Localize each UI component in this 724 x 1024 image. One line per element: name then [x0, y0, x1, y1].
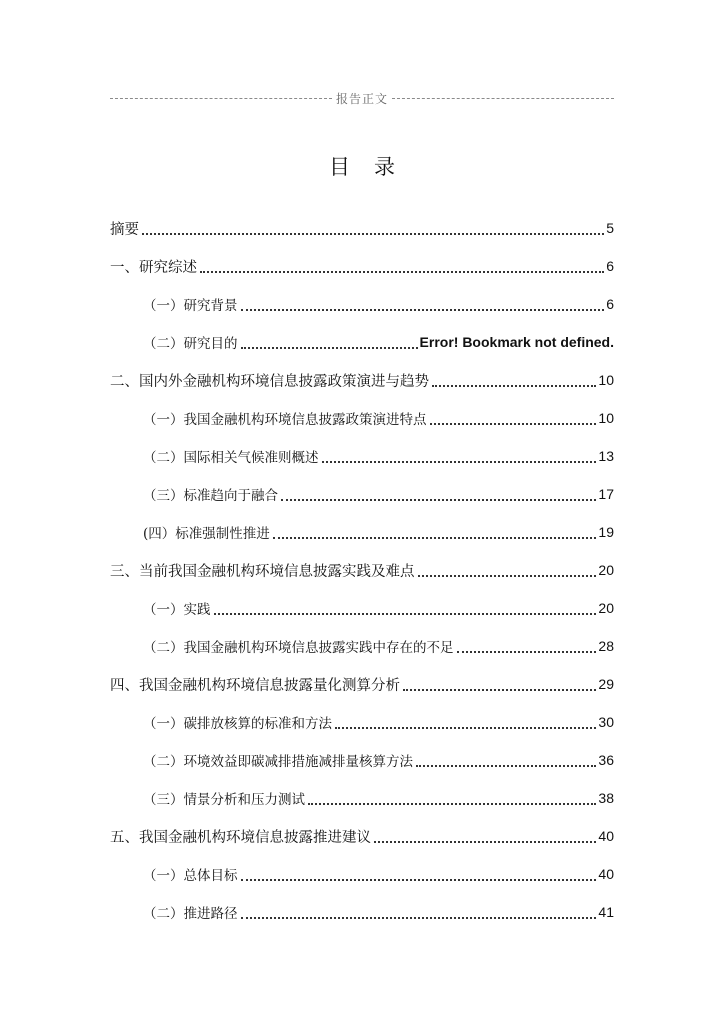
toc-leader-dots [200, 271, 604, 273]
toc-leader-dots [416, 765, 596, 767]
toc-entry-page[interactable]: 30 [598, 714, 614, 730]
toc-entry-page[interactable]: 17 [598, 486, 614, 502]
toc-leader-dots [142, 233, 604, 235]
toc-entry-text[interactable]: 五、我国金融机构环境信息披露推进建议 [110, 829, 371, 846]
page-header [110, 88, 614, 108]
toc-leader-dots [432, 385, 596, 387]
toc-entry-text[interactable]: （二）国际相关气候准则概述 [143, 450, 319, 466]
toc-entry-page[interactable]: 38 [598, 790, 614, 806]
toc-entry-text[interactable]: （一）我国金融机构环境信息披露政策演进特点 [143, 412, 427, 428]
toc-entry-text[interactable]: （一）研究背景 [143, 298, 238, 314]
toc-entry[interactable] [110, 779, 614, 817]
header-label: 报告正文 [336, 91, 389, 106]
toc-title: 目录 [329, 155, 419, 179]
toc-entry[interactable] [110, 323, 614, 361]
toc-entry-text[interactable]: 二、国内外金融机构环境信息披露政策演进与趋势 [110, 373, 429, 390]
toc-entry[interactable] [110, 247, 614, 285]
toc-entry-page[interactable]: Error! Bookmark not defined. [419, 334, 614, 350]
toc-entry[interactable] [110, 893, 614, 931]
toc-entry-text[interactable]: 三、当前我国金融机构环境信息披露实践及难点 [110, 563, 415, 580]
toc-leader-dots [403, 689, 596, 691]
toc-entry[interactable] [110, 513, 614, 551]
toc-entry-text[interactable]: (四）标准强制性推进 [143, 526, 270, 542]
toc-entry[interactable] [110, 437, 614, 475]
toc-entry-text[interactable]: （二）研究目的 [143, 336, 238, 352]
toc-entry[interactable] [110, 399, 614, 437]
toc-leader-dots [418, 575, 597, 577]
toc-entry-page[interactable]: 36 [598, 752, 614, 768]
toc-leader-dots [241, 917, 597, 919]
toc-entry-text[interactable]: （二）推进路径 [143, 906, 238, 922]
toc-entry[interactable] [110, 855, 614, 893]
toc-entry-text[interactable]: （三）标准趋向于融合 [143, 488, 278, 504]
toc-entry[interactable] [110, 589, 614, 627]
toc-entry-text[interactable]: （二）我国金融机构环境信息披露实践中存在的不足 [143, 640, 454, 656]
toc-entry-page[interactable]: 41 [598, 904, 614, 920]
toc-entry[interactable] [110, 475, 614, 513]
toc-entry[interactable] [110, 361, 614, 399]
toc-entry[interactable] [110, 817, 614, 855]
toc-entry-page[interactable]: 13 [598, 448, 614, 464]
toc-entry-text[interactable]: 一、研究综述 [110, 259, 197, 276]
toc-leader-dots [241, 309, 605, 311]
toc-entry[interactable] [110, 703, 614, 741]
toc-leader-dots [322, 461, 597, 463]
header-dash-left [110, 98, 332, 99]
toc-entry-page[interactable]: 10 [598, 372, 614, 388]
toc-entry[interactable] [110, 665, 614, 703]
toc-entry[interactable] [110, 285, 614, 323]
toc-entry-page[interactable]: 40 [598, 866, 614, 882]
header-dash-right [392, 98, 614, 99]
toc-leader-dots [241, 347, 418, 349]
toc-leader-dots [374, 841, 596, 843]
toc-entry-text[interactable]: 四、我国金融机构环境信息披露量化测算分析 [110, 677, 400, 694]
toc-leader-dots [241, 879, 597, 881]
toc-leader-dots [308, 803, 596, 805]
toc-leader-dots [335, 727, 596, 729]
toc-leader-dots [430, 423, 597, 425]
toc-entry-page[interactable]: 6 [606, 296, 614, 312]
toc-entry-text[interactable]: （一）总体目标 [143, 868, 238, 884]
toc-entry-page[interactable]: 20 [598, 562, 614, 578]
toc-entry-page[interactable]: 29 [598, 676, 614, 692]
toc-entry-text[interactable]: 摘要 [110, 221, 139, 238]
toc-entry-page[interactable]: 6 [606, 258, 614, 274]
toc-entry-text[interactable]: （二）环境效益即碳减排措施减排量核算方法 [143, 754, 413, 770]
toc-entry[interactable] [110, 627, 614, 665]
toc-leader-dots [281, 499, 596, 501]
toc-entry-text[interactable]: （一）碳排放核算的标准和方法 [143, 716, 332, 732]
toc-entry-page[interactable]: 19 [598, 524, 614, 540]
toc-entry-page[interactable]: 28 [598, 638, 614, 654]
toc-entry-page[interactable]: 10 [598, 410, 614, 426]
toc-entry-page[interactable]: 5 [606, 220, 614, 236]
toc-entry-page[interactable]: 40 [598, 828, 614, 844]
toc-entry[interactable] [110, 551, 614, 589]
toc-leader-dots [273, 537, 597, 539]
toc-entry-page[interactable]: 20 [598, 600, 614, 616]
toc-leader-dots [214, 613, 597, 615]
toc-leader-dots [457, 651, 597, 653]
table-of-contents [110, 209, 614, 931]
toc-entry-text[interactable]: （三）情景分析和压力测试 [143, 792, 305, 808]
toc-entry-text[interactable]: （一）实践 [143, 602, 211, 618]
toc-entry[interactable] [110, 209, 614, 247]
toc-entry[interactable] [110, 741, 614, 779]
